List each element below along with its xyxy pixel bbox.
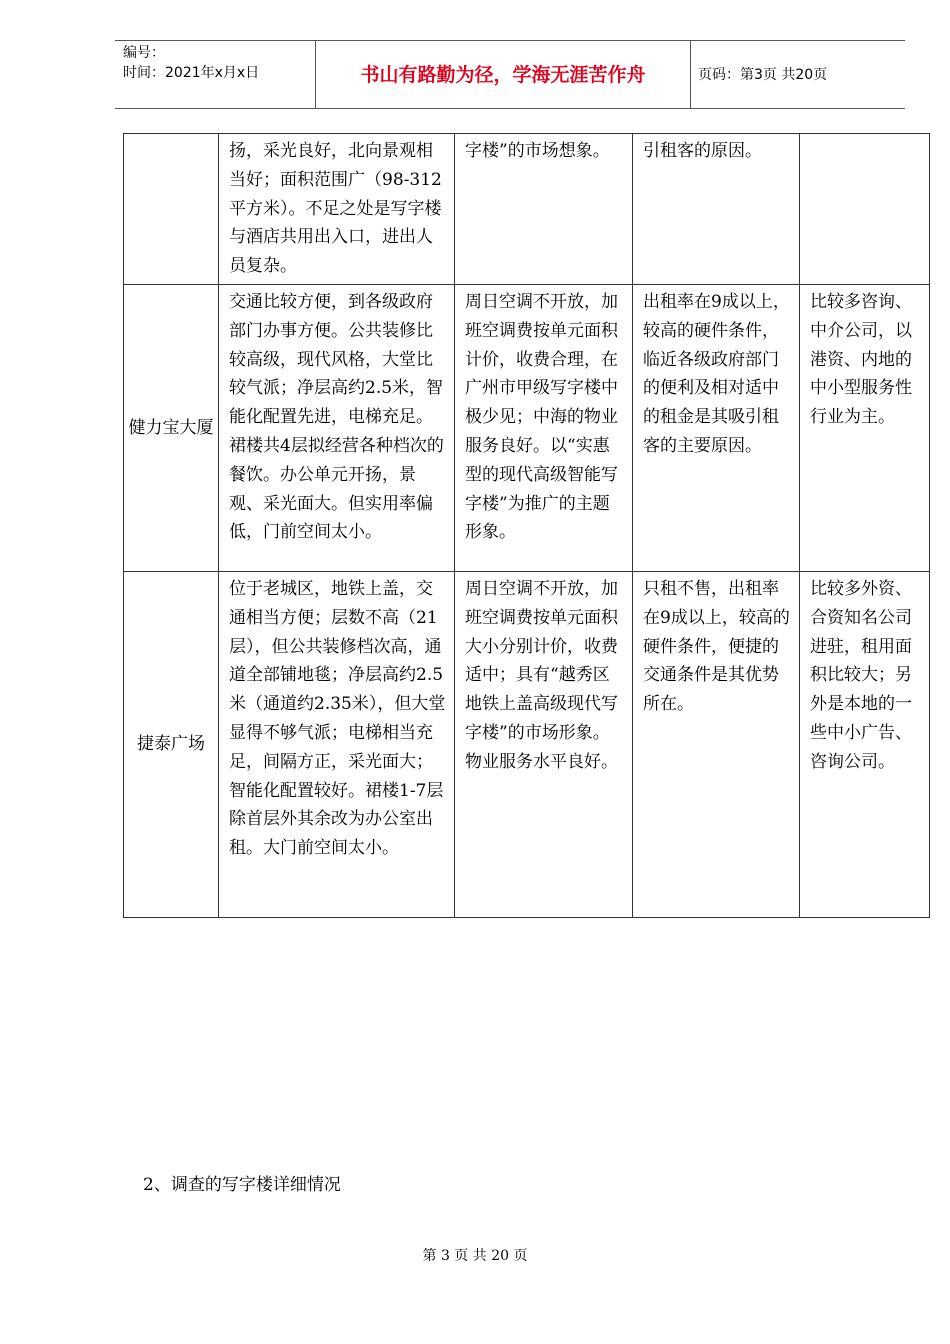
rental-cell: 出租率在9成以上，较高的硬件条件，临近各级政府部门的便利及相对适中的租金是其吸引租客的主要原因。 [633, 284, 800, 571]
header-motto: 书山有路勤为径，学海无涯苦作舟 [360, 64, 646, 86]
page-header [115, 40, 905, 109]
header-meta-cell [115, 41, 315, 108]
tenants-cell: 比较多咨询、中介公司，以港资、内地的中小型服务性行业为主。 [800, 284, 930, 571]
header-page-cell [690, 41, 905, 108]
features-cell: 交通比较方便，到各级政府部门办事方便。公共装修比较高级，现代风格，大堂比较气派；净层高约2.5米，智能化配置先进，电梯充足。裙楼共4层拟经营各种档次的餐饮。办公单元开扬，景观、采光面大。但实用率偏低，门前空间太小。 [219, 284, 455, 571]
features-cell: 位于老城区，地铁上盖，交通相当方便；层数不高（21层），但公共装修档次高，通道全部铺地毯；净层高约2.5米（通道约2.35米），但大堂显得不够气派；电梯相当充足，间隔方正，采光面大；智能化配置较好。裙楼1-7层除首层外其余改为办公室出租。大门前空间太小。 [219, 571, 455, 917]
document-time-label: 时间：2021年x月x日 [123, 65, 260, 81]
management-cell: 字楼”的市场想象。 [455, 134, 633, 285]
table-row [124, 284, 930, 571]
document-number-label: 编号： [123, 45, 165, 61]
tenants-cell [800, 134, 930, 285]
building-name-cell [124, 134, 219, 285]
rental-cell: 只租不售，出租率在9成以上，较高的硬件条件，便捷的交通条件是其优势所在。 [633, 571, 800, 917]
rental-cell: 引租客的原因。 [633, 134, 800, 285]
table-row [124, 571, 930, 917]
building-name-cell: 捷泰广场 [124, 571, 219, 917]
header-page-number: 页码：第3页 共20页 [698, 67, 828, 83]
management-cell: 周日空调不开放，加班空调费按单元面积大小分别计价，收费适中；具有“越秀区地铁上盖高级现代写字楼”的市场形象。物业服务水平良好。 [455, 571, 633, 917]
office-building-table [123, 133, 930, 918]
header-motto-cell [315, 41, 691, 108]
section-heading: 2、调查的写字楼详细情况 [143, 1175, 341, 1195]
table-row [124, 134, 930, 285]
features-cell: 扬，采光良好，北向景观相当好；面积范围广（98-312平方米）。不足之处是写字楼与酒店共用出入口，进出人员复杂。 [219, 134, 455, 285]
footer-page-number: 第 3 页 共 20 页 [422, 1248, 528, 1264]
page-footer [0, 1246, 950, 1266]
tenants-cell: 比较多外资、合资知名公司进驻，租用面积比较大；另外是本地的一些中小广告、咨询公司。 [800, 571, 930, 917]
building-name-cell: 健力宝大厦 [124, 284, 219, 571]
management-cell: 周日空调不开放，加班空调费按单元面积计价，收费合理，在广州市甲级写字楼中极少见；中海的物业服务良好。以“实惠型的现代高级智能写字楼”为推广的主题形象。 [455, 284, 633, 571]
